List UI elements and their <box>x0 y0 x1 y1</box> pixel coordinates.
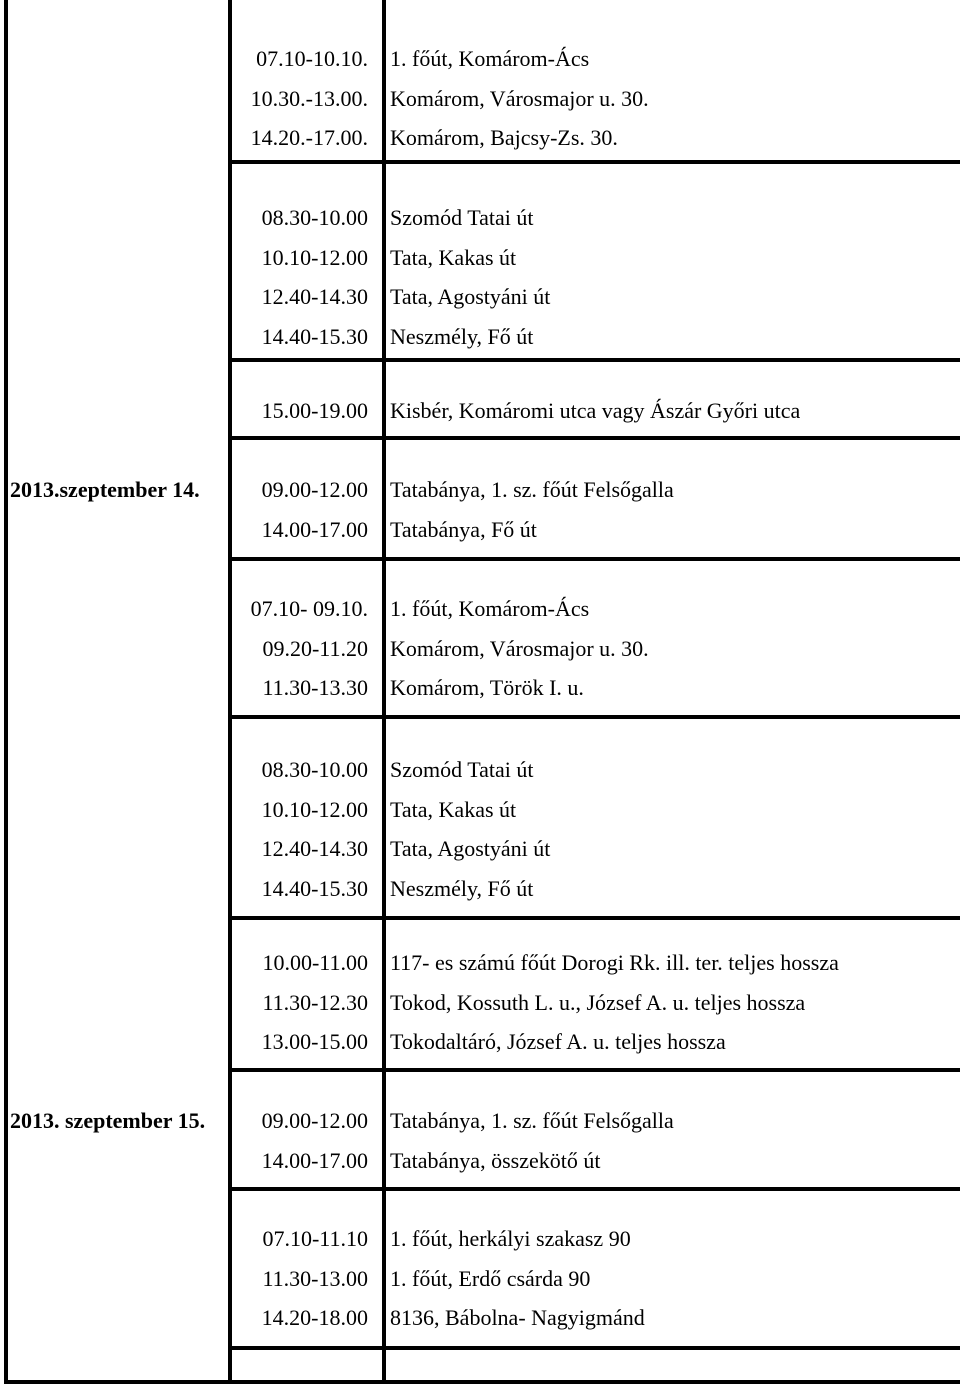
time-cell: 07.10- 09.10. <box>250 596 368 621</box>
row-separator-7 <box>228 1068 960 1072</box>
time-cell: 14.20.-17.00. <box>250 125 368 150</box>
place-cell: Tata, Kakas út <box>390 245 517 270</box>
column-border-1 <box>228 0 232 1380</box>
time-cell: 09.00-12.00 <box>261 477 368 502</box>
time-cell: 14.40-15.30 <box>261 876 368 901</box>
place-cell: Szomód Tatai út <box>390 205 534 230</box>
date-cell: 2013. szeptember 15. <box>10 1108 206 1133</box>
row-separator-1 <box>228 160 960 164</box>
place-cell: Tatabánya, Fő út <box>390 517 537 542</box>
time-cell: 09.20-11.20 <box>262 636 368 661</box>
time-cell: 14.20-18.00 <box>261 1305 368 1330</box>
time-cell: 12.40-14.30 <box>261 284 368 309</box>
date-cell: 2013.szeptember 14. <box>10 477 200 502</box>
row-separator-8 <box>228 1187 960 1191</box>
time-cell: 11.30-13.30 <box>262 675 368 700</box>
row-separator-6 <box>228 916 960 920</box>
place-cell: Szomód Tatai út <box>390 757 534 782</box>
time-cell: 15.00-19.00 <box>261 398 368 423</box>
place-cell: 1. főút, Komárom-Ács <box>390 596 590 621</box>
time-cell: 08.30-10.00 <box>261 205 368 230</box>
row-separator-2 <box>228 358 960 362</box>
place-cell: Tata, Agostyáni út <box>390 284 551 309</box>
column-border-0 <box>4 0 8 1380</box>
row-separator-5 <box>228 715 960 719</box>
time-cell: 12.40-14.30 <box>261 836 368 861</box>
time-cell: 14.00-17.00 <box>261 517 368 542</box>
place-cell: 1. főút, herkályi szakasz 90 <box>390 1226 631 1251</box>
column-border-2 <box>382 0 386 1380</box>
place-cell: Tata, Agostyáni út <box>390 836 551 861</box>
time-cell: 10.10-12.00 <box>261 245 368 270</box>
place-cell: Tatabánya, 1. sz. főút Felsőgalla <box>390 1108 674 1133</box>
place-cell: Tatabánya, 1. sz. főút Felsőgalla <box>390 477 674 502</box>
place-cell: Tata, Kakas út <box>390 797 517 822</box>
place-cell: Komárom, Török I. u. <box>390 675 584 700</box>
place-cell: Tokodaltáró, József A. u. teljes hossza <box>390 1029 726 1054</box>
time-cell: 11.30-12.30 <box>262 990 368 1015</box>
place-cell: Neszmély, Fő út <box>390 876 534 901</box>
place-cell: Kisbér, Komáromi utca vagy Ászár Győri utca <box>390 398 801 423</box>
place-cell: 117- es számú főút Dorogi Rk. ill. ter. teljes hossza <box>390 950 839 975</box>
place-cell: 1. főút, Komárom-Ács <box>390 46 590 71</box>
time-cell: 14.40-15.30 <box>261 324 368 349</box>
time-cell: 13.00-15.00 <box>261 1029 368 1054</box>
row-separator-3 <box>228 436 960 440</box>
place-cell: Tatabánya, összekötő út <box>390 1148 601 1173</box>
time-cell: 09.00-12.00 <box>261 1108 368 1133</box>
time-cell: 10.10-12.00 <box>261 797 368 822</box>
time-cell: 14.00-17.00 <box>261 1148 368 1173</box>
place-cell: 8136, Bábolna- Nagyigmánd <box>390 1305 645 1330</box>
place-cell: Komárom, Városmajor u. 30. <box>390 636 649 661</box>
place-cell: Neszmély, Fő út <box>390 324 534 349</box>
time-cell: 07.10-11.10 <box>262 1226 368 1251</box>
place-cell: Tokod, Kossuth L. u., József A. u. teljes hossza <box>390 990 806 1015</box>
time-cell: 11.30-13.00 <box>262 1266 368 1291</box>
time-cell: 07.10-10.10. <box>256 46 368 71</box>
place-cell: Komárom, Városmajor u. 30. <box>390 86 649 111</box>
time-cell: 10.30.-13.00. <box>250 86 368 111</box>
table-bottom-border <box>4 1380 960 1384</box>
time-cell: 08.30-10.00 <box>261 757 368 782</box>
place-cell: 1. főút, Erdő csárda 90 <box>390 1266 591 1291</box>
row-separator-4 <box>228 557 960 561</box>
place-cell: Komárom, Bajcsy-Zs. 30. <box>390 125 618 150</box>
row-separator-9 <box>228 1346 960 1350</box>
time-cell: 10.00-11.00 <box>262 950 368 975</box>
